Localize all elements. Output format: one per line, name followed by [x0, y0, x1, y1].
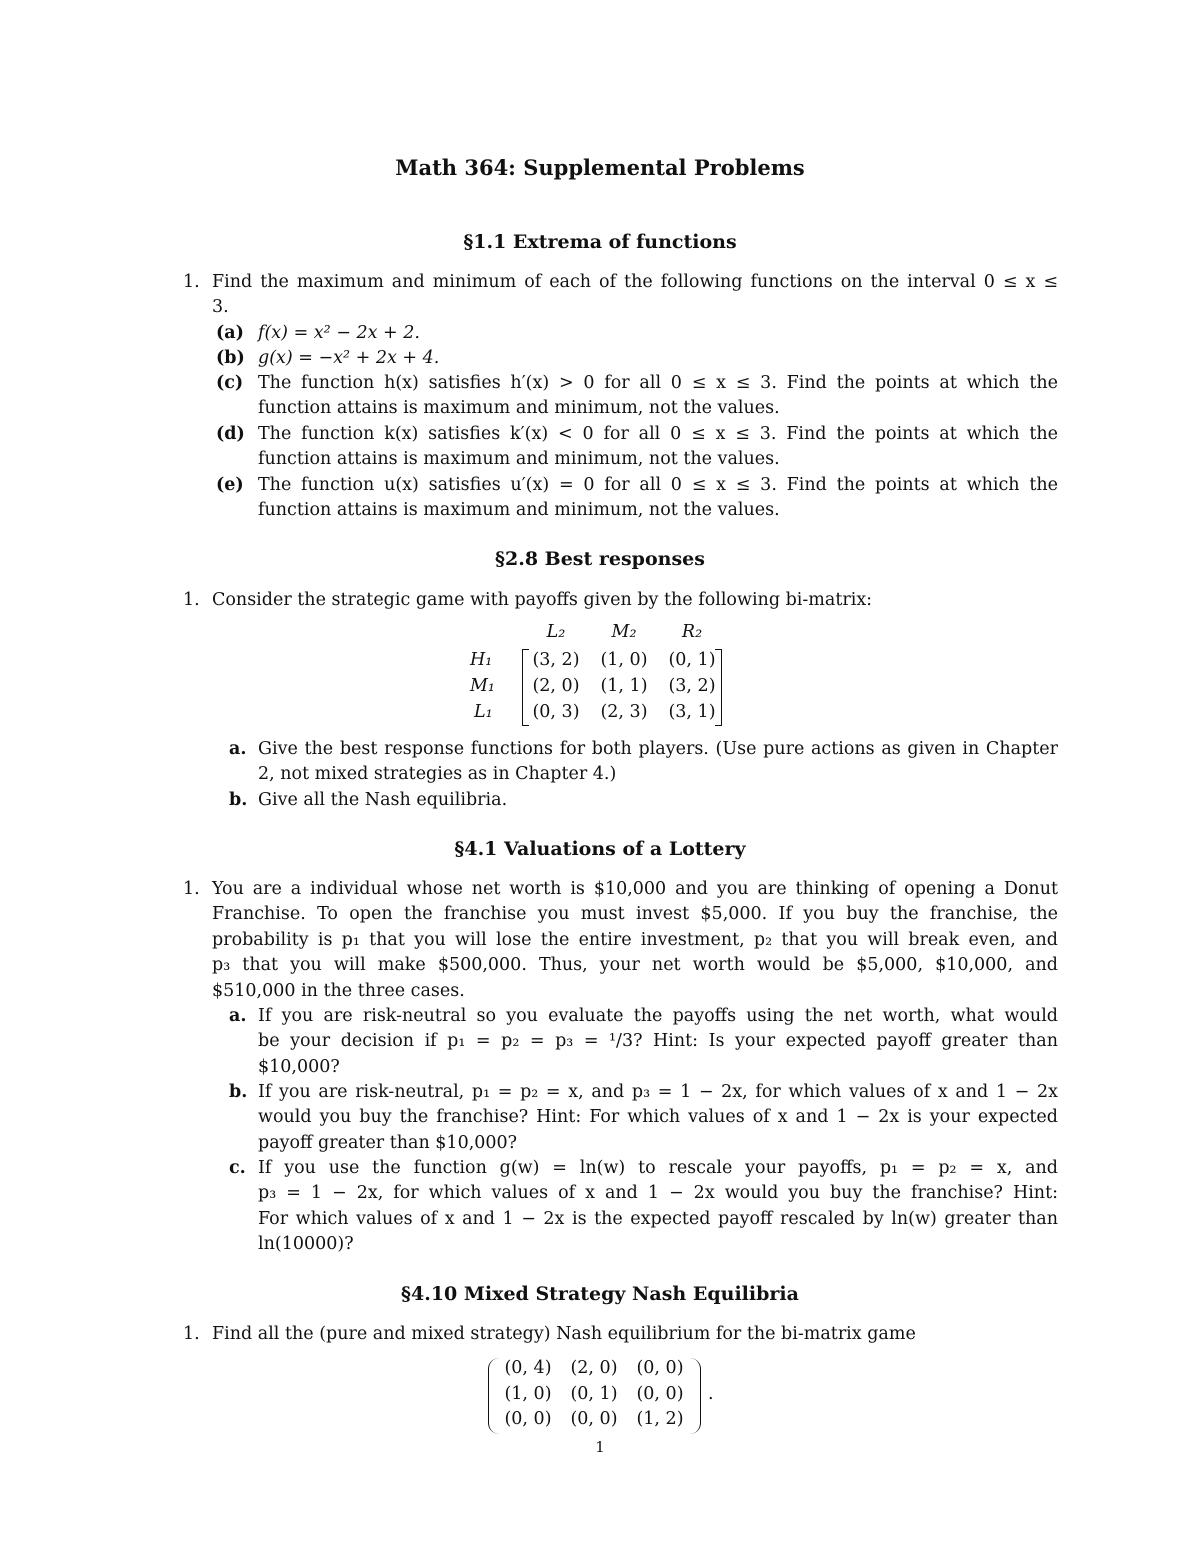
- item-text: g(x) = −x² + 2x + 4.: [258, 348, 440, 368]
- item-text: If you use the function g(w) = ln(w) to rescale your payoffs, p₁ = p₂ = x, and: [258, 1158, 1058, 1178]
- trailing-period: .: [708, 1384, 714, 1404]
- row-label: L₁: [474, 702, 493, 722]
- problem-number: 1.: [183, 1324, 200, 1344]
- page-title: Math 364: Supplemental Problems: [395, 155, 805, 180]
- matrix-cell: (2, 0): [570, 1358, 618, 1378]
- item-text: Give the best response functions for both players. (Use pure actions as given in Chapter: [258, 739, 1058, 759]
- item-label: a.: [229, 739, 247, 759]
- section-heading-extrema: §1.1 Extrema of functions: [463, 231, 737, 253]
- item-label: b.: [229, 790, 248, 810]
- matrix-cell: (2, 0): [532, 676, 580, 696]
- column-label: R₂: [681, 622, 703, 642]
- matrix-cell: (0, 1): [570, 1384, 618, 1404]
- section-heading-mixed-nash: §4.10 Mixed Strategy Nash Equilibria: [401, 1283, 799, 1305]
- problem-text: Find the maximum and minimum of each of the following functions on the interval 0 ≤ x ≤: [212, 272, 1058, 292]
- column-label: L₂: [546, 622, 566, 642]
- item-label: (b): [216, 348, 245, 368]
- item-text: The function u(x) satisfies u′(x) = 0 for all 0 ≤ x ≤ 3. Find the points at which the: [258, 475, 1058, 495]
- row-label: M₁: [470, 676, 495, 696]
- problem-text: Consider the strategic game with payoffs given by the following bi-matrix:: [212, 590, 873, 610]
- item-text: For which values of x and 1 − 2x is the expected payoff rescaled by ln(w) greater than: [258, 1209, 1058, 1229]
- section-heading-lottery: §4.1 Valuations of a Lottery: [454, 838, 746, 860]
- item-text: The function k(x) satisfies k′(x) < 0 for all 0 ≤ x ≤ 3. Find the points at which the: [258, 424, 1058, 444]
- problem-text: probability is p₁ that you will lose the entire investment, p₂ that you will break even, and: [212, 930, 1058, 950]
- matrix-cell: (0, 0): [636, 1358, 684, 1378]
- problem-number: 1.: [183, 879, 200, 899]
- problem-number: 1.: [183, 590, 200, 610]
- item-text: p₃ = 1 − 2x, for which values of x and 1 − 2x would you buy the franchise? Hint:: [258, 1183, 1058, 1203]
- item-label: c.: [229, 1158, 246, 1178]
- item-text: $10,000?: [258, 1057, 340, 1077]
- item-text: The function h(x) satisfies h′(x) > 0 for all 0 ≤ x ≤ 3. Find the points at which the: [258, 373, 1058, 393]
- item-text: function attains is maximum and minimum, not the values.: [258, 398, 780, 418]
- item-text: function attains is maximum and minimum, not the values.: [258, 500, 780, 520]
- problem-text: Franchise. To open the franchise you must invest $5,000. If you buy the franchise, the: [212, 904, 1058, 924]
- matrix-cell: (1, 0): [504, 1384, 552, 1404]
- matrix-cell: (3, 2): [668, 676, 716, 696]
- item-text: would you buy the franchise? Hint: For which values of x and 1 − 2x is your expected: [258, 1107, 1058, 1127]
- matrix-cell: (1, 0): [600, 650, 648, 670]
- problem-text: Find all the (pure and mixed strategy) Nash equilibrium for the bi-matrix game: [212, 1324, 916, 1344]
- item-label: (d): [216, 424, 245, 444]
- problem-text: 3.: [212, 297, 229, 317]
- matrix-cell: (2, 3): [600, 702, 648, 722]
- problem-number: 1.: [183, 272, 200, 292]
- item-label: (c): [216, 373, 244, 393]
- item-label: a.: [229, 1006, 247, 1026]
- problem-text: $510,000 in the three cases.: [212, 981, 465, 1001]
- item-text: If you are risk-neutral so you evaluate the payoffs using the net worth, what would: [258, 1006, 1058, 1026]
- item-text: f(x) = x² − 2x + 2.: [258, 323, 420, 343]
- item-text: function attains is maximum and minimum, not the values.: [258, 449, 780, 469]
- column-label: M₂: [611, 622, 637, 642]
- matrix-cell: (0, 0): [504, 1409, 552, 1429]
- matrix-cell: (3, 1): [668, 702, 716, 722]
- matrix-cell: (0, 4): [504, 1358, 552, 1378]
- item-text: payoff greater than $10,000?: [258, 1133, 518, 1153]
- item-text: If you are risk-neutral, p₁ = p₂ = x, and p₃ = 1 − 2x, for which values of x and 1 − 2x: [258, 1082, 1058, 1102]
- section-heading-best-responses: §2.8 Best responses: [495, 548, 705, 570]
- problem-text: You are a individual whose net worth is $10,000 and you are thinking of opening a Donut: [212, 879, 1058, 899]
- matrix-cell: (0, 1): [668, 650, 716, 670]
- matrix-cell: (0, 3): [532, 702, 580, 722]
- matrix-cell: (0, 0): [570, 1409, 618, 1429]
- page-number: 1: [595, 1438, 605, 1456]
- item-text: 2, not mixed strategies as in Chapter 4.): [258, 764, 617, 784]
- matrix-cell: (1, 2): [636, 1409, 684, 1429]
- item-label: b.: [229, 1082, 248, 1102]
- item-text: ln(10000)?: [258, 1234, 354, 1254]
- row-label: H₁: [470, 650, 493, 670]
- matrix-cell: (1, 1): [600, 676, 648, 696]
- matrix-cell: (0, 0): [636, 1384, 684, 1404]
- item-label: (a): [216, 323, 244, 343]
- matrix-cell: (3, 2): [532, 650, 580, 670]
- item-label: (e): [216, 475, 244, 495]
- item-text: be your decision if p₁ = p₂ = p₃ = ¹/3? Hint: Is your expected payoff greater than: [258, 1031, 1058, 1051]
- problem-text: p₃ that you will make $500,000. Thus, your net worth would be $5,000, $10,000, and: [212, 955, 1058, 975]
- item-text: Give all the Nash equilibria.: [258, 790, 508, 810]
